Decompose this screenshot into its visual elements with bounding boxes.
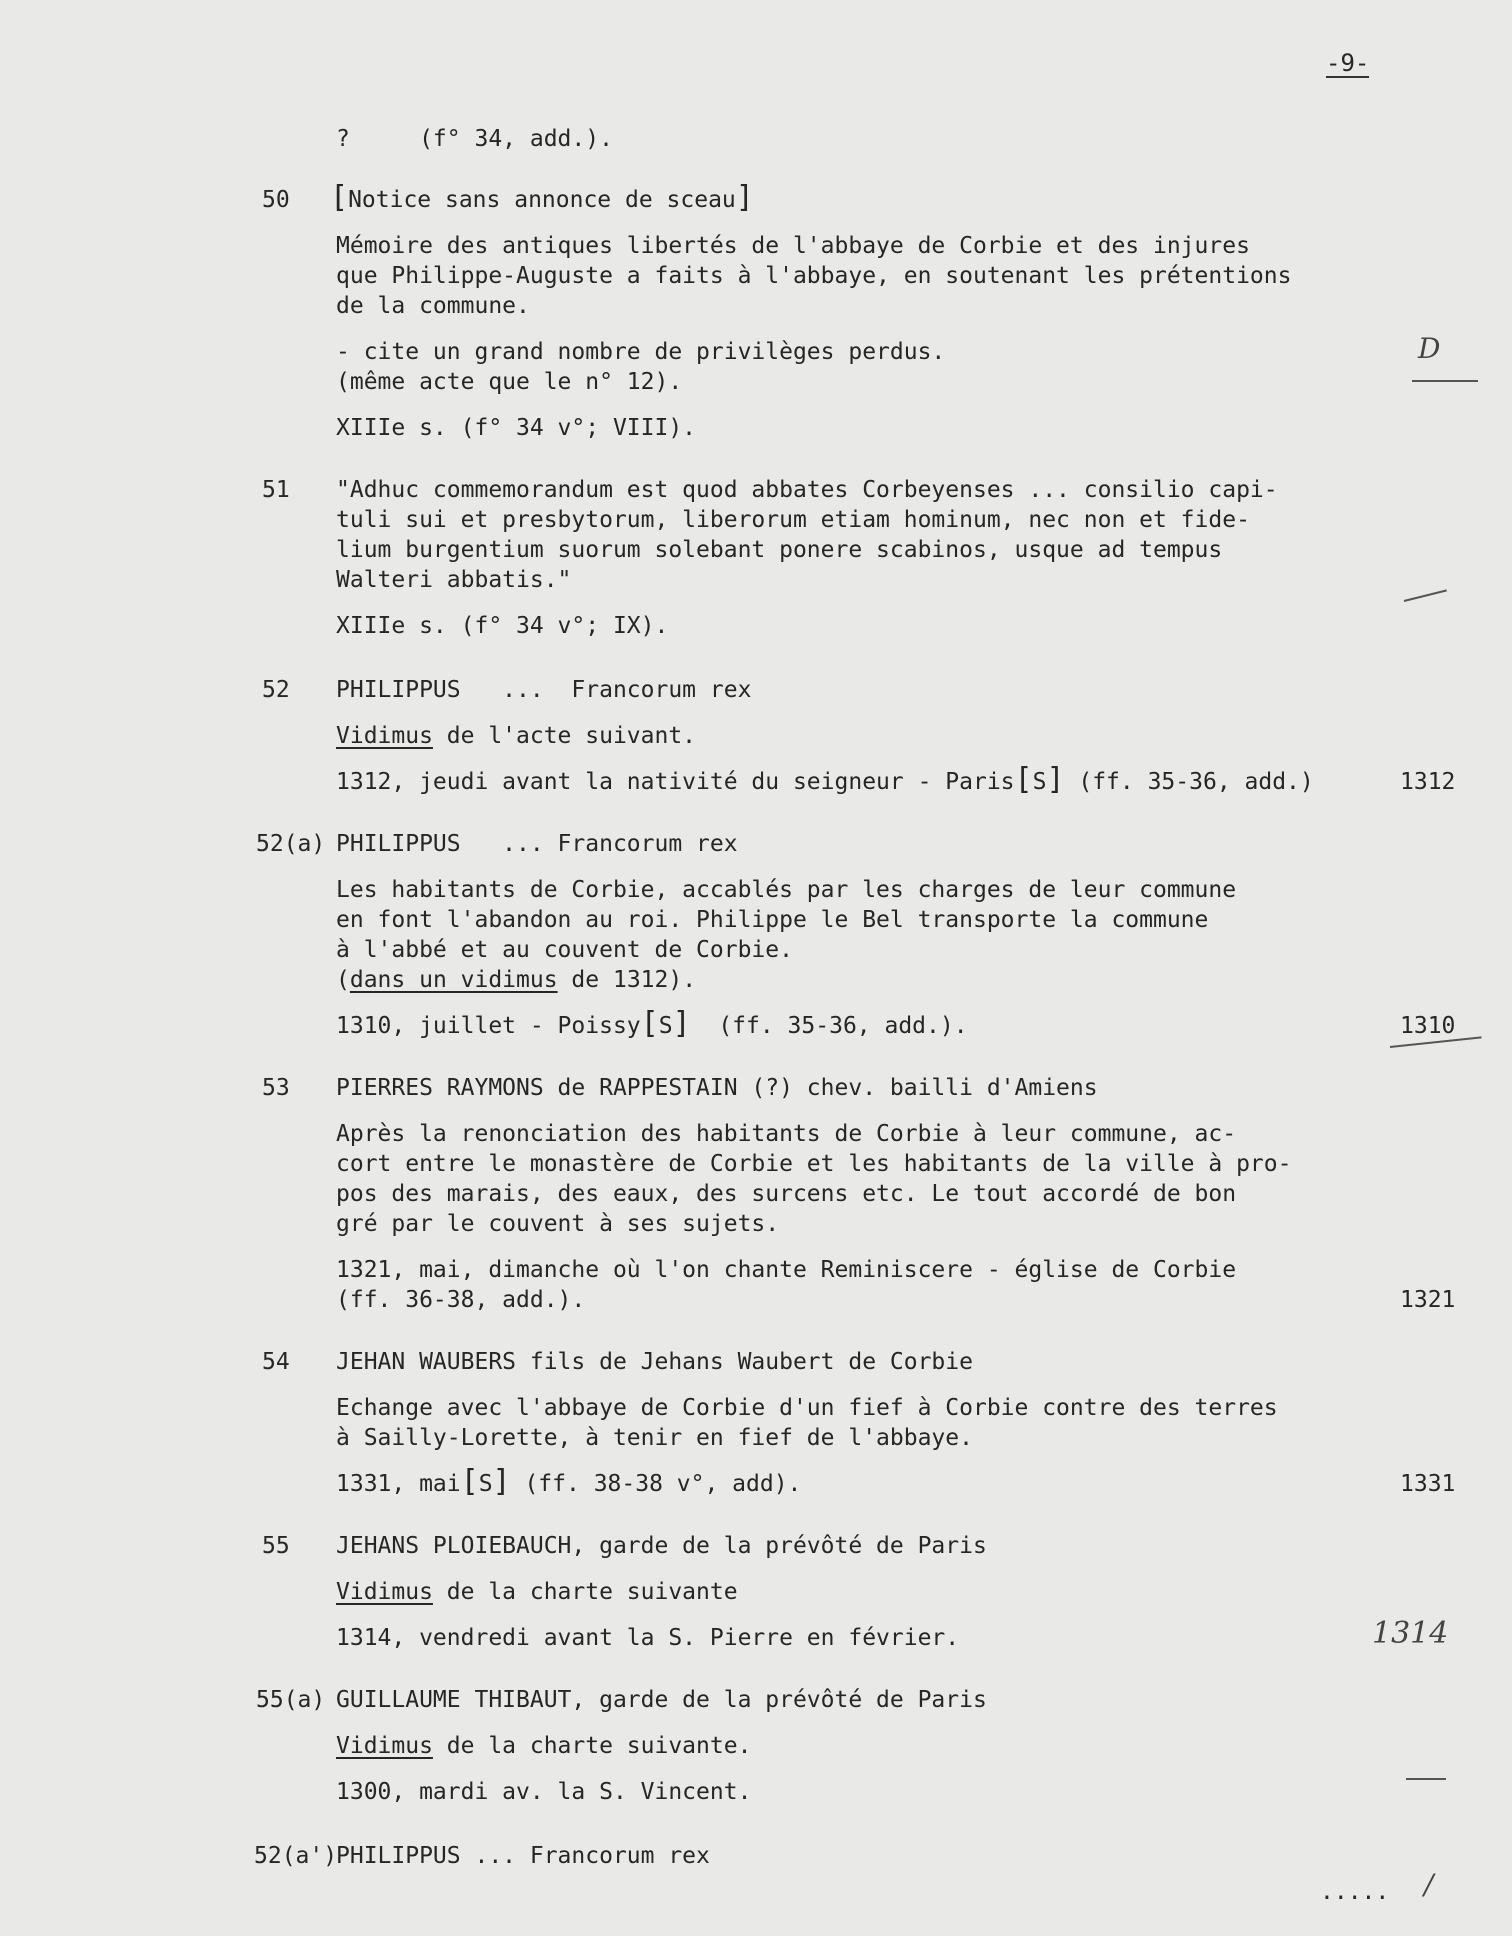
entry-heading: PIERRES RAYMONS de RAPPESTAIN (?) chev. bailli d'Amiens xyxy=(336,1075,1098,1101)
margin-date: 1321 xyxy=(1400,1287,1456,1313)
entry-number: 52(a) xyxy=(256,831,326,857)
margin-dash xyxy=(1412,380,1478,382)
entry-note-line: (dans un vidimus de 1312). xyxy=(336,967,697,993)
continuation-dots: ..... xyxy=(1320,1879,1390,1905)
entry-date: 1314, vendredi avant la S. Pierre en février. xyxy=(336,1625,960,1651)
entry-number: 52(a') xyxy=(254,1843,338,1869)
entry-body-line: gré par le couvent à ses sujets. xyxy=(336,1211,780,1237)
entry-body-line: Echange avec l'abbaye de Corbie d'un fief à Corbie contre des terres xyxy=(336,1395,1278,1421)
entry-body-line: à l'abbé et au couvent de Corbie. xyxy=(336,937,793,963)
entry-body-line: Vidimus de la charte suivante. xyxy=(336,1733,752,1759)
entry-body-line: Mémoire des antiques libertés de l'abbaye de Corbie et des injures xyxy=(336,233,1250,259)
entry-body-line: Les habitants de Corbie, accablés par les charges de leur commune xyxy=(336,877,1237,903)
entry-body-line: Walteri abbatis." xyxy=(336,567,572,593)
entry-number: 52 xyxy=(262,677,290,703)
entry-date: 1312, jeudi avant la nativité du seigneur - Paris[S] (ff. 35-36, add.) xyxy=(336,762,1314,797)
entry-body-line: Vidimus de la charte suivante xyxy=(336,1579,738,1605)
margin-date: 1331 xyxy=(1400,1471,1456,1497)
margin-date-handwritten: 1314 xyxy=(1372,1616,1449,1651)
entry-body-line: de la commune. xyxy=(336,293,530,319)
entry-number: 51 xyxy=(262,477,290,503)
entry-body-line: à Sailly-Lorette, à tenir en fief de l'abbaye. xyxy=(336,1425,973,1451)
entry-note-line: (même acte que le n° 12). xyxy=(336,369,683,395)
margin-dash xyxy=(1406,1778,1446,1780)
entry-body-line: "Adhuc commemorandum est quod abbates Corbeyenses ... consilio capi- xyxy=(336,477,1278,503)
entry-heading: JEHAN WAUBERS fils de Jehans Waubert de Corbie xyxy=(336,1349,973,1375)
entry-heading: PHILIPPUS ... Francorum rex xyxy=(336,1843,710,1869)
carry-over-line: ? (f° 34, add.). xyxy=(336,126,613,152)
entry-body-line: tuli sui et presbytorum, liberorum etiam hominum, nec non et fide- xyxy=(336,507,1250,533)
page-number: -9- xyxy=(1326,49,1370,77)
entry-body-line: Vidimus de l'acte suivant. xyxy=(336,723,697,749)
entry-body-line: pos des marais, des eaux, des surcens etc. Le tout accordé de bon xyxy=(336,1181,1237,1207)
margin-mark-slash: / xyxy=(1424,1868,1434,1901)
entry-number: 55(a) xyxy=(256,1687,326,1713)
entry-date-line: 1321, mai, dimanche où l'on chante Reminiscere - église de Corbie xyxy=(336,1257,1237,1283)
entry-date-line: (ff. 36-38, add.). xyxy=(336,1287,586,1313)
entry-heading: [Notice sans annonce de sceau] xyxy=(330,180,754,215)
entry-date: 1331, mai[S] (ff. 38-38 v°, add). xyxy=(336,1464,802,1499)
entry-body-line: cort entre le monastère de Corbie et les habitants de la ville à pro- xyxy=(336,1151,1292,1177)
entry-date: 1300, mardi av. la S. Vincent. xyxy=(336,1779,752,1805)
entry-number: 53 xyxy=(262,1075,290,1101)
entry-heading: GUILLAUME THIBAUT, garde de la prévôté de Paris xyxy=(336,1687,987,1713)
entry-date: XIIIe s. (f° 34 v°; IX). xyxy=(336,613,669,639)
entry-body-line: Après la renonciation des habitants de Corbie à leur commune, ac- xyxy=(336,1121,1237,1147)
entry-note-line: - cite un grand nombre de privilèges perdus. xyxy=(336,339,946,365)
entry-date: XIIIe s. (f° 34 v°; VIII). xyxy=(336,415,697,441)
entry-heading: PHILIPPUS ... Francorum rex xyxy=(336,831,738,857)
entry-number: 50 xyxy=(262,187,290,213)
entry-heading: JEHANS PLOIEBAUCH, garde de la prévôté de Paris xyxy=(336,1533,987,1559)
entry-date: 1310, juillet - Poissy[S] (ff. 35-36, add.). xyxy=(336,1006,968,1041)
entry-number: 54 xyxy=(262,1349,290,1375)
entry-heading: PHILIPPUS ... Francorum rex xyxy=(336,677,752,703)
margin-dash xyxy=(1404,589,1447,602)
entry-body-line: que Philippe-Auguste a faits à l'abbaye, en soutenant les prétentions xyxy=(336,263,1292,289)
entry-body-line: lium burgentium suorum solebant ponere scabinos, usque ad tempus xyxy=(336,537,1223,563)
margin-date: 1312 xyxy=(1400,769,1456,795)
margin-date: 1310 xyxy=(1400,1013,1456,1039)
entry-body-line: en font l'abandon au roi. Philippe le Bel transporte la commune xyxy=(336,907,1209,933)
entry-number: 55 xyxy=(262,1533,290,1559)
margin-mark-d: D xyxy=(1418,332,1441,365)
